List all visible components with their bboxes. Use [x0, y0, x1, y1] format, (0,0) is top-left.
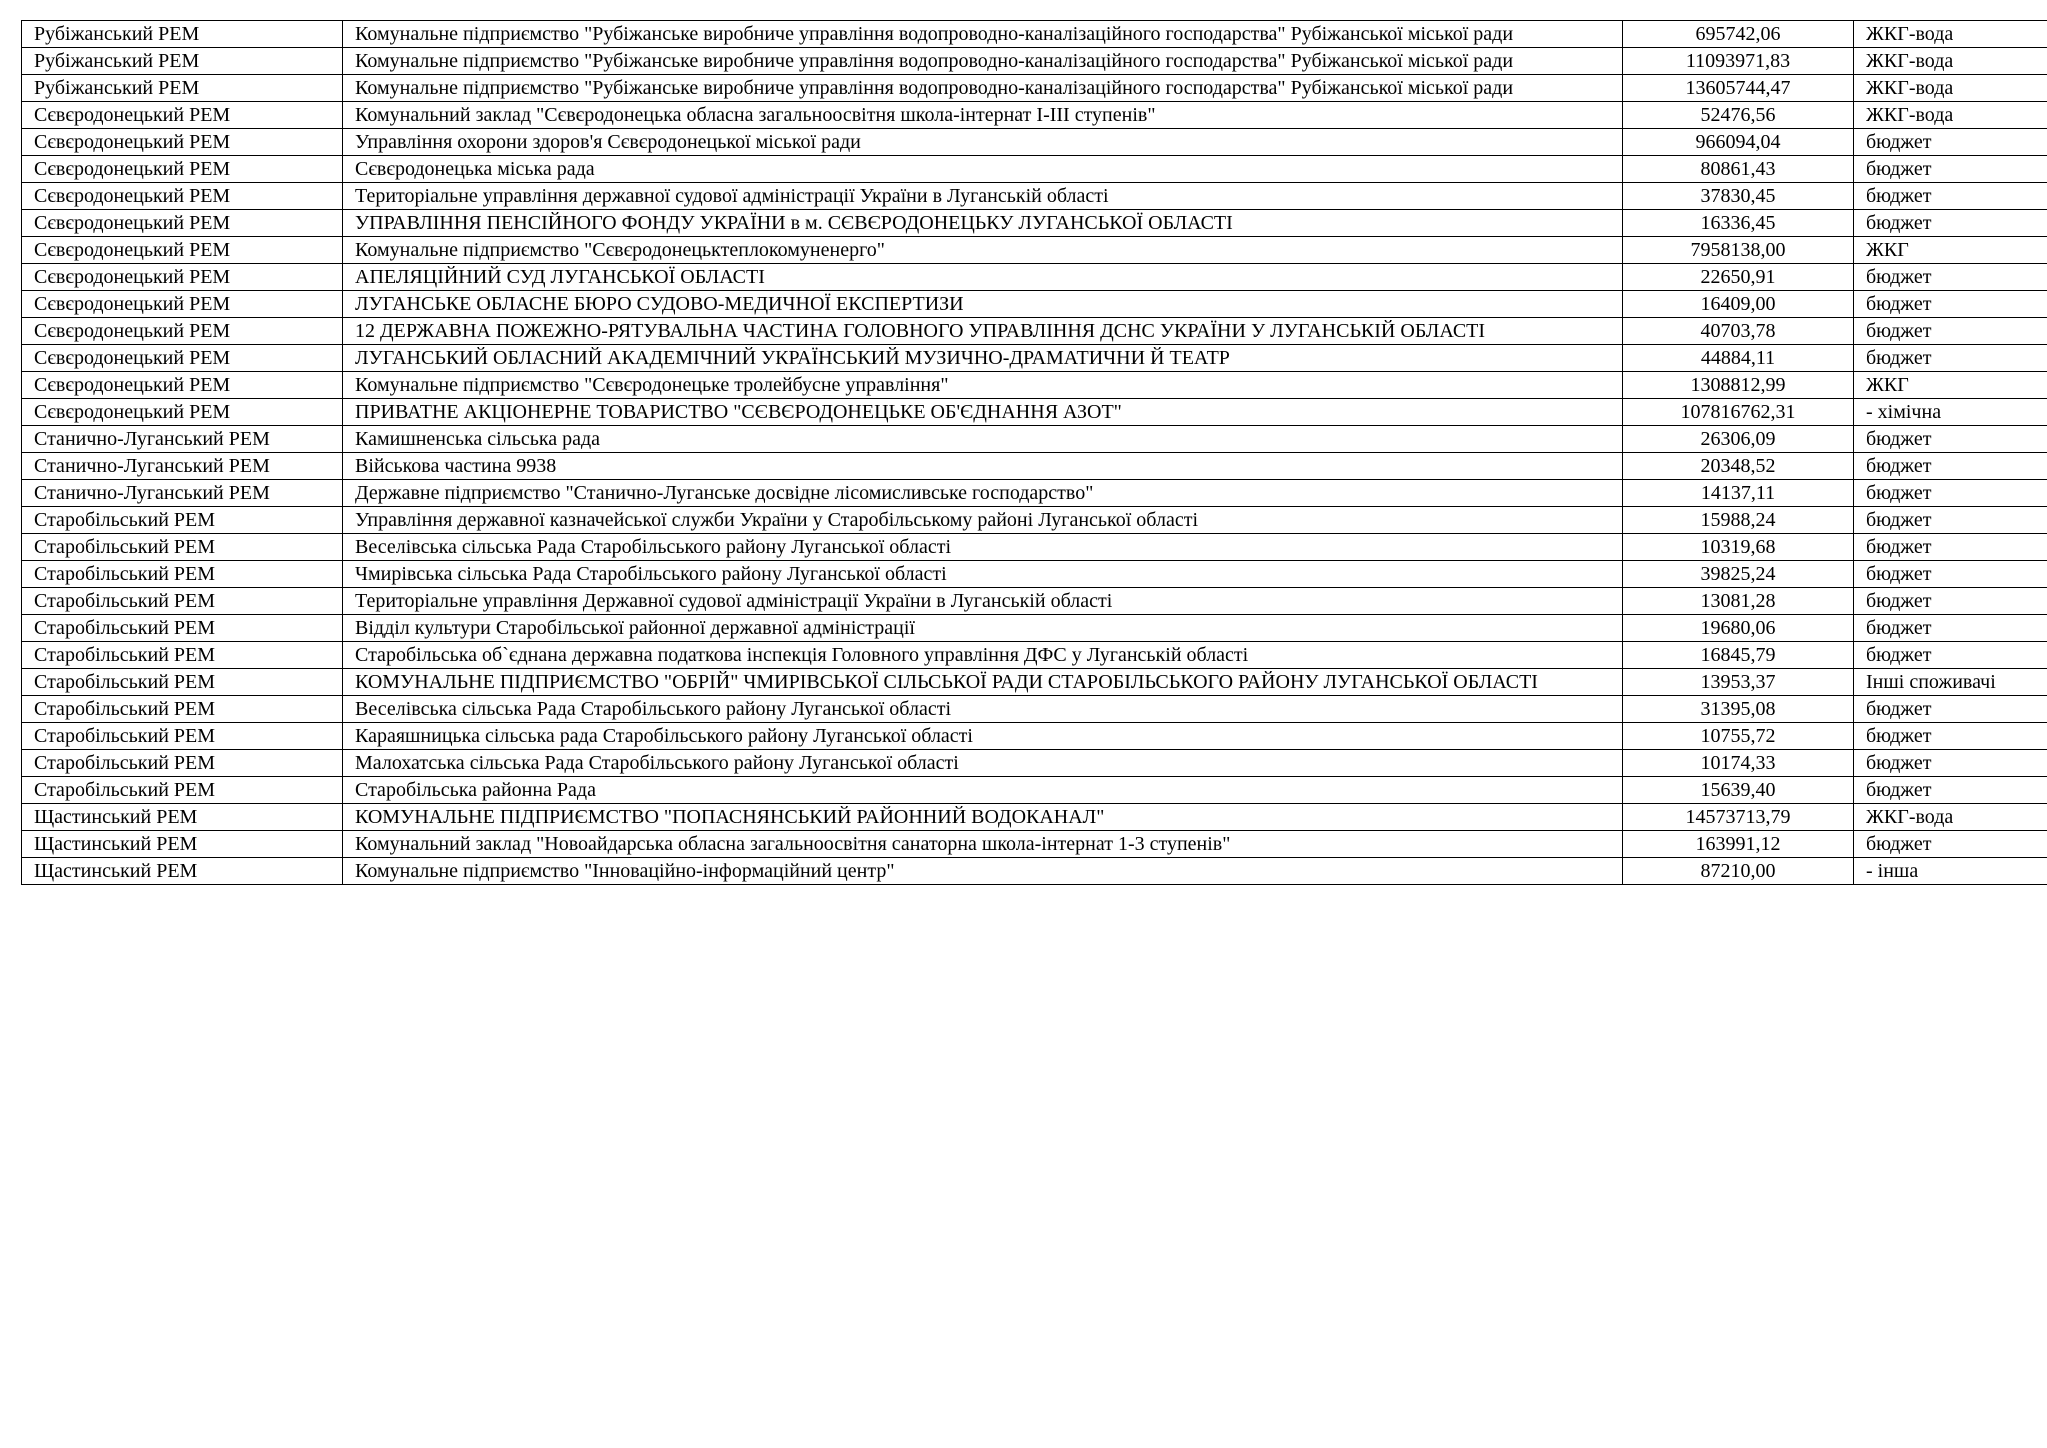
debt-amount-cell: 15639,40 [1623, 777, 1854, 804]
table-row [22, 291, 2047, 318]
rem-cell: Рубіжанський РЕМ [22, 48, 343, 75]
organization-name-cell: Територіальне управління державної судової адміністрації України в Луганській області [343, 183, 1623, 210]
table-row [22, 750, 2047, 777]
table-row [22, 480, 2047, 507]
table-row [22, 210, 2047, 237]
rem-cell: Сєвєродонецький РЕМ [22, 183, 343, 210]
organization-name-cell: Малохатська сільська Рада Старобільського району Луганської області [343, 750, 1623, 777]
table-row [22, 588, 2047, 615]
organization-name-cell: ЛУГАНСЬКЕ ОБЛАСНЕ БЮРО СУДОВО-МЕДИЧНОЇ ЕКСПЕРТИЗИ [343, 291, 1623, 318]
debt-amount-cell: 10755,72 [1623, 723, 1854, 750]
debt-amount-cell: 7958138,00 [1623, 237, 1854, 264]
organization-name-cell: КОМУНАЛЬНЕ ПІДПРИЄМСТВО "ОБРІЙ" ЧМИРІВСЬКОЇ СІЛЬСЬКОЇ РАДИ СТАРОБІЛЬСЬКОГО РАЙОНУ ЛУГАНСЬКОЇ ОБЛАСТІ [343, 669, 1623, 696]
organization-name-cell: Військова частина 9938 [343, 453, 1623, 480]
category-cell: ЖКГ-вода [1854, 48, 2047, 75]
debt-amount-cell: 695742,06 [1623, 21, 1854, 48]
table-row [22, 615, 2047, 642]
category-cell: бюджет [1854, 264, 2047, 291]
organization-name-cell: Управління охорони здоров'я Сєвєродонецької міської ради [343, 129, 1623, 156]
table-row [22, 264, 2047, 291]
debt-amount-cell: 52476,56 [1623, 102, 1854, 129]
category-cell: бюджет [1854, 156, 2047, 183]
category-cell: бюджет [1854, 129, 2047, 156]
rem-cell: Сєвєродонецький РЕМ [22, 264, 343, 291]
category-cell: бюджет [1854, 318, 2047, 345]
rem-cell: Щастинський РЕМ [22, 804, 343, 831]
organization-name-cell: Комунальне підприємство "Сєвєродонецьктеплокомуненерго" [343, 237, 1623, 264]
rem-cell: Старобільський РЕМ [22, 507, 343, 534]
organization-name-cell: Сєвєродонецька міська рада [343, 156, 1623, 183]
category-cell: бюджет [1854, 561, 2047, 588]
organization-name-cell: Веселівська сільська Рада Старобільського району Луганської області [343, 534, 1623, 561]
debt-amount-cell: 14137,11 [1623, 480, 1854, 507]
table-row [22, 48, 2047, 75]
table-row [22, 102, 2047, 129]
category-cell: бюджет [1854, 750, 2047, 777]
debt-amount-cell: 13605744,47 [1623, 75, 1854, 102]
debt-amount-cell: 107816762,31 [1623, 399, 1854, 426]
table-row [22, 804, 2047, 831]
category-cell: бюджет [1854, 642, 2047, 669]
table-row [22, 372, 2047, 399]
rem-cell: Сєвєродонецький РЕМ [22, 372, 343, 399]
debt-amount-cell: 11093971,83 [1623, 48, 1854, 75]
organization-name-cell: ПРИВАТНЕ АКЦІОНЕРНЕ ТОВАРИСТВО "СЄВЄРОДОНЕЦЬКЕ ОБ'ЄДНАННЯ АЗОТ" [343, 399, 1623, 426]
rem-cell: Старобільський РЕМ [22, 777, 343, 804]
table-row [22, 129, 2047, 156]
rem-cell: Сєвєродонецький РЕМ [22, 291, 343, 318]
table-body [22, 21, 2047, 885]
debt-amount-cell: 14573713,79 [1623, 804, 1854, 831]
rem-cell: Щастинський РЕМ [22, 858, 343, 885]
rem-cell: Старобільський РЕМ [22, 696, 343, 723]
table-row [22, 507, 2047, 534]
table-row [22, 237, 2047, 264]
table-row [22, 858, 2047, 885]
rem-cell: Сєвєродонецький РЕМ [22, 237, 343, 264]
organization-name-cell: Караяшницька сільська рада Старобільського району Луганської області [343, 723, 1623, 750]
debt-amount-cell: 20348,52 [1623, 453, 1854, 480]
category-cell: ЖКГ [1854, 237, 2047, 264]
rem-cell: Сєвєродонецький РЕМ [22, 345, 343, 372]
organization-name-cell: Управління державної казначейської служби України у Старобільському районі Луганської області [343, 507, 1623, 534]
rem-cell: Старобільський РЕМ [22, 750, 343, 777]
rem-cell: Сєвєродонецький РЕМ [22, 156, 343, 183]
debt-amount-cell: 16336,45 [1623, 210, 1854, 237]
category-cell: бюджет [1854, 534, 2047, 561]
debt-amount-cell: 31395,08 [1623, 696, 1854, 723]
rem-cell: Старобільський РЕМ [22, 723, 343, 750]
category-cell: бюджет [1854, 453, 2047, 480]
category-cell: бюджет [1854, 723, 2047, 750]
rem-cell: Сєвєродонецький РЕМ [22, 318, 343, 345]
rem-cell: Щастинський РЕМ [22, 831, 343, 858]
rem-cell: Рубіжанський РЕМ [22, 75, 343, 102]
category-cell: - хімічна [1854, 399, 2047, 426]
rem-cell: Старобільський РЕМ [22, 588, 343, 615]
organization-name-cell: Комунальний заклад "Новоайдарська обласна загальноосвітня санаторна школа-інтернат 1-3 ступенів" [343, 831, 1623, 858]
debt-amount-cell: 13953,37 [1623, 669, 1854, 696]
debt-amount-cell: 10174,33 [1623, 750, 1854, 777]
table-row [22, 156, 2047, 183]
category-cell: бюджет [1854, 183, 2047, 210]
debt-amount-cell: 16845,79 [1623, 642, 1854, 669]
table-row [22, 318, 2047, 345]
rem-cell: Сєвєродонецький РЕМ [22, 399, 343, 426]
table-row [22, 183, 2047, 210]
debt-amount-cell: 10319,68 [1623, 534, 1854, 561]
category-cell: - інша [1854, 858, 2047, 885]
organization-name-cell: УПРАВЛІННЯ ПЕНСІЙНОГО ФОНДУ УКРАЇНИ в м. СЄВЄРОДОНЕЦЬКУ ЛУГАНСЬКОЇ ОБЛАСТІ [343, 210, 1623, 237]
rem-cell: Станично-Луганський РЕМ [22, 480, 343, 507]
debt-amount-cell: 87210,00 [1623, 858, 1854, 885]
debt-amount-cell: 19680,06 [1623, 615, 1854, 642]
debtors-table [21, 20, 2047, 885]
table-row [22, 534, 2047, 561]
table-row [22, 21, 2047, 48]
table-row [22, 453, 2047, 480]
rem-cell: Старобільський РЕМ [22, 615, 343, 642]
table-row [22, 723, 2047, 750]
debt-amount-cell: 26306,09 [1623, 426, 1854, 453]
organization-name-cell: Відділ культури Старобільської районної державної адміністрації [343, 615, 1623, 642]
category-cell: бюджет [1854, 777, 2047, 804]
category-cell: ЖКГ-вода [1854, 102, 2047, 129]
table-row [22, 399, 2047, 426]
table-row [22, 777, 2047, 804]
organization-name-cell: Веселівська сільська Рада Старобільського району Луганської області [343, 696, 1623, 723]
category-cell: бюджет [1854, 210, 2047, 237]
organization-name-cell: Державне підприємство "Станично-Луганське досвідне лісомисливське господарство" [343, 480, 1623, 507]
table-row [22, 345, 2047, 372]
debt-amount-cell: 15988,24 [1623, 507, 1854, 534]
category-cell: бюджет [1854, 831, 2047, 858]
table-row [22, 561, 2047, 588]
rem-cell: Старобільський РЕМ [22, 642, 343, 669]
category-cell: бюджет [1854, 480, 2047, 507]
category-cell: бюджет [1854, 291, 2047, 318]
rem-cell: Старобільський РЕМ [22, 561, 343, 588]
rem-cell: Старобільський РЕМ [22, 669, 343, 696]
organization-name-cell: Комунальний заклад "Сєвєродонецька обласна загальноосвітня школа-інтернат І-ІІІ ступенів" [343, 102, 1623, 129]
debt-amount-cell: 1308812,99 [1623, 372, 1854, 399]
table-row [22, 75, 2047, 102]
rem-cell: Старобільський РЕМ [22, 534, 343, 561]
rem-cell: Сєвєродонецький РЕМ [22, 102, 343, 129]
debt-amount-cell: 37830,45 [1623, 183, 1854, 210]
rem-cell: Станично-Луганський РЕМ [22, 453, 343, 480]
table-row [22, 642, 2047, 669]
table-row [22, 696, 2047, 723]
organization-name-cell: ЛУГАНСЬКИЙ ОБЛАСНИЙ АКАДЕМІЧНИЙ УКРАЇНСЬКИЙ МУЗИЧНО-ДРАМАТИЧНИ Й ТЕАТР [343, 345, 1623, 372]
organization-name-cell: АПЕЛЯЦІЙНИЙ СУД ЛУГАНСЬКОЇ ОБЛАСТІ [343, 264, 1623, 291]
debt-amount-cell: 13081,28 [1623, 588, 1854, 615]
rem-cell: Сєвєродонецький РЕМ [22, 129, 343, 156]
debt-amount-cell: 16409,00 [1623, 291, 1854, 318]
category-cell: ЖКГ-вода [1854, 804, 2047, 831]
category-cell: ЖКГ [1854, 372, 2047, 399]
organization-name-cell: Комунальне підприємство "Рубіжанське виробниче управління водопроводно-каналізаційного господарства" Рубіжанської міської ради [343, 48, 1623, 75]
category-cell: ЖКГ-вода [1854, 21, 2047, 48]
organization-name-cell: Чмирівська сільська Рада Старобільського району Луганської області [343, 561, 1623, 588]
organization-name-cell: Територіальне управління Державної судової адміністрації України в Луганській області [343, 588, 1623, 615]
table-row [22, 831, 2047, 858]
rem-cell: Станично-Луганський РЕМ [22, 426, 343, 453]
category-cell: бюджет [1854, 507, 2047, 534]
category-cell: бюджет [1854, 426, 2047, 453]
rem-cell: Сєвєродонецький РЕМ [22, 210, 343, 237]
debt-amount-cell: 22650,91 [1623, 264, 1854, 291]
category-cell: ЖКГ-вода [1854, 75, 2047, 102]
organization-name-cell: Старобільська об`єднана державна податкова інспекція Головного управління ДФС у Луганській області [343, 642, 1623, 669]
category-cell: бюджет [1854, 588, 2047, 615]
organization-name-cell: Комунальне підприємство "Інноваційно-інформаційний центр" [343, 858, 1623, 885]
category-cell: Інші споживачі [1854, 669, 2047, 696]
table-row [22, 426, 2047, 453]
category-cell: бюджет [1854, 696, 2047, 723]
organization-name-cell: КОМУНАЛЬНЕ ПІДПРИЄМСТВО "ПОПАСНЯНСЬКИЙ РАЙОННИЙ ВОДОКАНАЛ" [343, 804, 1623, 831]
table-row [22, 669, 2047, 696]
debt-amount-cell: 40703,78 [1623, 318, 1854, 345]
organization-name-cell: Старобільська районна Рада [343, 777, 1623, 804]
organization-name-cell: 12 ДЕРЖАВНА ПОЖЕЖНО-РЯТУВАЛЬНА ЧАСТИНА ГОЛОВНОГО УПРАВЛІННЯ ДСНС УКРАЇНИ У ЛУГАНСЬКІЙ ОБЛАСТІ [343, 318, 1623, 345]
category-cell: бюджет [1854, 345, 2047, 372]
rem-cell: Рубіжанський РЕМ [22, 21, 343, 48]
organization-name-cell: Камишненська сільська рада [343, 426, 1623, 453]
organization-name-cell: Комунальне підприємство "Рубіжанське виробниче управління водопроводно-каналізаційного господарства" Рубіжанської міської ради [343, 75, 1623, 102]
debt-amount-cell: 966094,04 [1623, 129, 1854, 156]
debt-amount-cell: 39825,24 [1623, 561, 1854, 588]
debt-amount-cell: 44884,11 [1623, 345, 1854, 372]
debt-amount-cell: 163991,12 [1623, 831, 1854, 858]
debt-amount-cell: 80861,43 [1623, 156, 1854, 183]
category-cell: бюджет [1854, 615, 2047, 642]
organization-name-cell: Комунальне підприємство "Рубіжанське виробниче управління водопроводно-каналізаційного господарства" Рубіжанської міської ради [343, 21, 1623, 48]
organization-name-cell: Комунальне підприємство "Сєвєродонецьке тролейбусне управління" [343, 372, 1623, 399]
